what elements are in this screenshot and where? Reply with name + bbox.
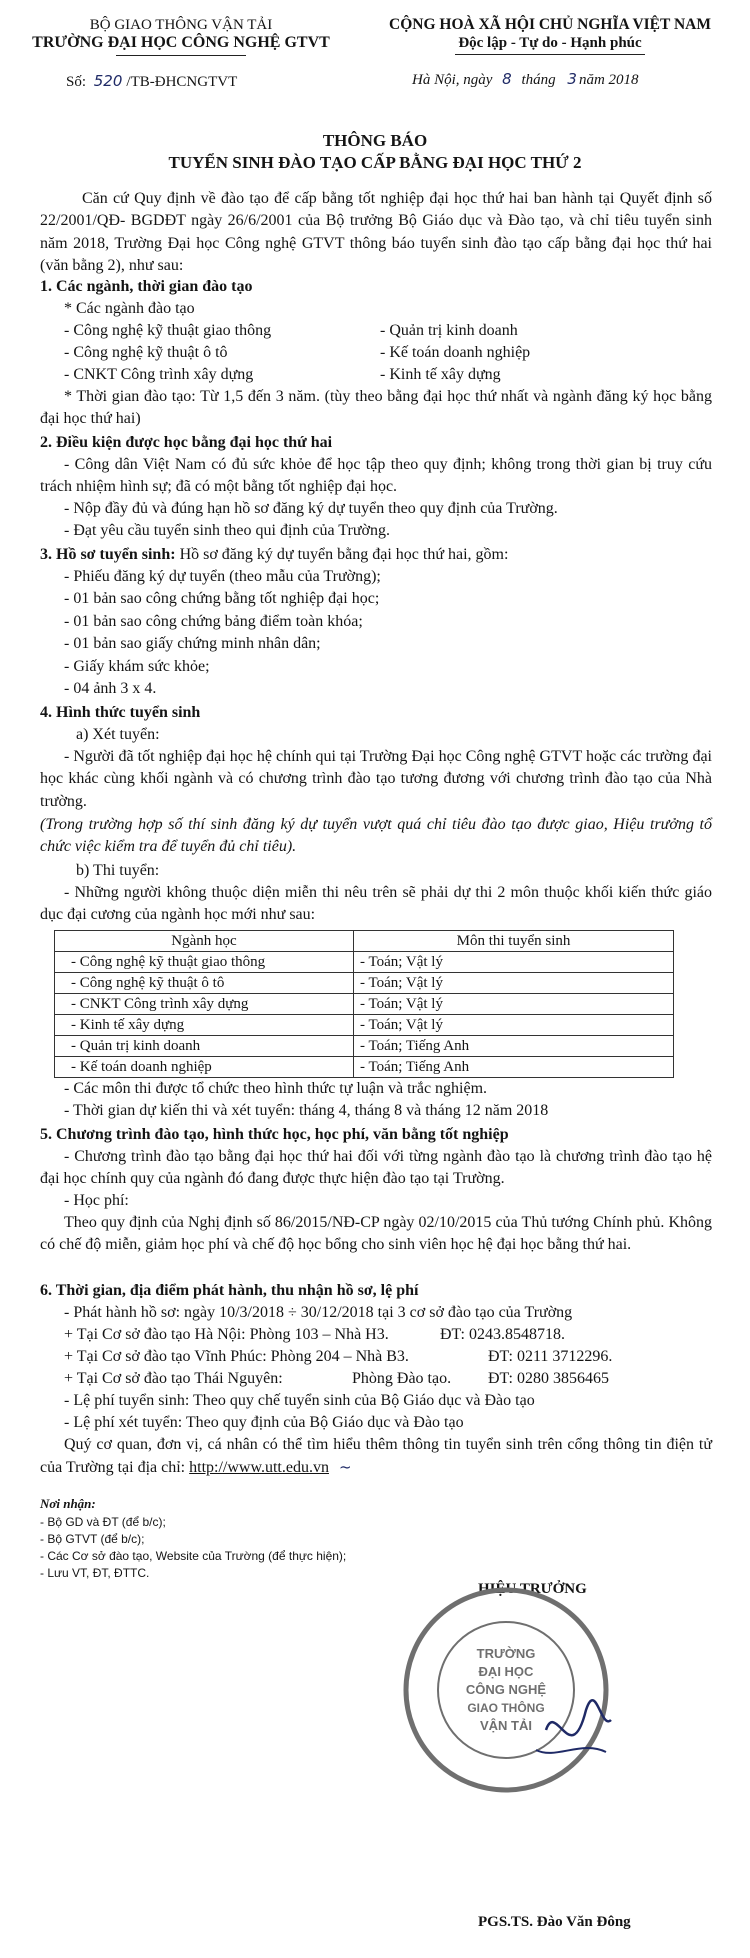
application-fee: - Lệ phí tuyển sinh: Theo quy chế tuyển sinh của Bộ Giáo dục và Đào tạo	[64, 1392, 535, 1409]
official-seal	[396, 1580, 616, 1800]
date-day: 8	[502, 70, 512, 88]
campus-thainguyen: + Tại Cơ sở đào tạo Thái Nguyên:	[64, 1370, 283, 1387]
dossier-item: - 04 ảnh 3 x 4.	[64, 680, 157, 698]
condition-2: - Nộp đầy đủ và đúng hạn hồ sơ đăng ký dự tuyển theo quy định của Trường.	[64, 500, 558, 517]
major-right-1: - Quản trị kinh doanh	[380, 322, 518, 339]
document-number	[66, 72, 237, 91]
dossier-item: - 01 bản sao giấy chứng minh nhân dân;	[64, 635, 321, 653]
section-4-heading: 4. Hình thức tuyển sinh	[40, 704, 201, 721]
campus-thainguyen-phone: ĐT: 0280 3856465	[488, 1370, 609, 1387]
major-left-3: - CNKT Công trình xây dựng	[64, 366, 254, 383]
dossier-item: - 01 bản sao công chứng bảng điểm toàn khóa;	[64, 612, 363, 630]
table-header-subjects: Môn thi tuyển sinh	[354, 931, 674, 952]
signature-underline	[536, 1748, 606, 1753]
title-line-1: THÔNG BÁO	[322, 131, 428, 150]
campus-vinhphuc: + Tại Cơ sở đào tạo Vĩnh Phúc: Phòng 204 – Nhà B3.	[64, 1348, 409, 1365]
table-cell-subjects: - Toán; Vật lý	[354, 994, 674, 1015]
seal-line-5: VẬN TẢI	[480, 1718, 532, 1733]
table-cell-subjects: - Toán; Vật lý	[354, 952, 674, 973]
campus-hanoi-phone: ĐT: 0243.8548718.	[440, 1326, 565, 1343]
title-line-2: TUYỂN SINH ĐÀO TẠO CẤP BẰNG ĐẠI HỌC THỨ 2	[168, 153, 582, 172]
recipient-item: - Các Cơ sở đào tạo, Website của Trường (để thực hiện);	[40, 1549, 347, 1563]
admission-a-note: (Trong trường hợp số thí sinh đăng ký dự tuyển vượt quá chỉ tiêu đào tạo được giao, Hiệu trưởng tổ chức việc kiểm tra để tuyển đủ chỉ tiêu).	[40, 816, 712, 856]
admission-b-text: - Những người không thuộc diện miễn thi nêu trên sẽ phải dự thi 2 môn thuộc khối kiến thức giáo dục đại cương của ngành học mới như sau:	[40, 884, 712, 924]
number-prefix: Số:	[66, 74, 87, 90]
table-row	[55, 952, 674, 973]
exam-table	[54, 930, 674, 1078]
table-cell-major: - CNKT Công trình xây dựng	[55, 994, 354, 1015]
condition-1: - Công dân Việt Nam có đủ sức khỏe để học tập theo quy định; không trong thời gian bị truy cứu trách nhiệm hình sự; đã có một bằng tốt nghiệp đại học.	[40, 456, 712, 496]
motto-underline	[455, 54, 645, 55]
issue-date	[412, 70, 639, 89]
number-suffix: /TB-ĐHCNGTVT	[126, 74, 238, 90]
dossier-item: - Giấy khám sức khỏe;	[64, 657, 210, 675]
seal-line-2: ĐẠI HỌC	[478, 1664, 534, 1679]
section-5-heading: 5. Chương trình đào tạo, hình thức học, học phí, văn bằng tốt nghiệp	[40, 1126, 509, 1143]
school-name: TRƯỜNG ĐẠI HỌC CÔNG NGHỆ GTVT	[32, 34, 330, 51]
campus-thainguyen-office: Phòng Đào tạo.	[352, 1370, 452, 1387]
table-header-major: Ngành học	[55, 931, 354, 952]
major-list	[40, 320, 712, 388]
table-cell-major: - Kinh tế xây dựng	[55, 1015, 354, 1036]
seal-line-3: CÔNG NGHỆ	[465, 1682, 547, 1697]
number-handwritten: 520	[93, 72, 123, 90]
seal-line-1: TRƯỜNG	[476, 1646, 536, 1661]
admission-b-label: b) Thi tuyển:	[76, 862, 160, 879]
country-name: CỘNG HOÀ XÃ HỘI CHỦ NGHĨA VIỆT NAM	[389, 16, 711, 33]
campus-vinhphuc-phone: ĐT: 0211 3712296.	[488, 1348, 613, 1365]
section-3-heading	[40, 544, 712, 566]
exam-format: - Các môn thi được tổ chức theo hình thức tự luận và trắc nghiệm.	[64, 1080, 488, 1097]
closing-paragraph	[40, 1434, 712, 1480]
recipient-item: - Bộ GD và ĐT (để b/c);	[40, 1515, 166, 1529]
issuer-block	[16, 16, 346, 56]
table-cell-major: - Công nghệ kỹ thuật ô tô	[55, 973, 354, 994]
tuition-label: - Học phí:	[64, 1192, 129, 1209]
table-cell-major: - Kế toán doanh nghiệp	[55, 1057, 354, 1078]
dossier-item: - Phiếu đăng ký dự tuyển (theo mẫu của Trường);	[64, 568, 381, 585]
table-row	[55, 1036, 674, 1057]
table-row	[55, 994, 674, 1015]
seal-line-4: GIAO THÔNG	[467, 1701, 545, 1715]
date-month-label: tháng	[521, 72, 556, 88]
condition-3: - Đạt yêu cầu tuyển sinh theo qui định của Trường.	[64, 522, 390, 539]
table-row	[55, 973, 674, 994]
exam-schedule: - Thời gian dự kiến thi và xét tuyển: tháng 4, tháng 8 và tháng 12 năm 2018	[64, 1102, 549, 1119]
tuition-text: Theo quy định của Nghị định số 86/2015/NĐ-CP ngày 02/10/2015 của Thủ tướng Chính phủ. Không có chế độ miễn, giảm học phí và chế độ học bổng cho sinh viên học hệ đại học bằng thứ hai.	[40, 1214, 712, 1254]
section-2-heading: 2. Điều kiện được học bằng đại học thứ hai	[40, 434, 333, 451]
table-row	[55, 1057, 674, 1078]
initial-mark: ~	[338, 1458, 352, 1477]
table-cell-major: - Quản trị kinh doanh	[55, 1036, 354, 1057]
section-1-heading: 1. Các ngành, thời gian đào tạo	[40, 278, 253, 295]
date-year: năm 2018	[578, 72, 639, 88]
table-cell-major: - Công nghệ kỹ thuật giao thông	[55, 952, 354, 973]
date-prefix: Hà Nội, ngày	[412, 72, 493, 88]
exam-table-wrap	[54, 930, 674, 1078]
recipient-item: - Lưu VT, ĐT, ĐTTC.	[40, 1566, 150, 1580]
table-cell-subjects: - Toán; Vật lý	[354, 1015, 674, 1036]
admission-a-text: - Người đã tốt nghiệp đại học hệ chính qui tại Trường Đại học Công nghệ GTVT hoặc các trường đại học khác cùng khối ngành và có chương trình đào tạo tương đương với chương trình đào tạo của Nhà trường.	[40, 748, 712, 810]
section-6-heading: 6. Thời gian, địa điểm phát hành, thu nhận hồ sơ, lệ phí	[40, 1282, 419, 1299]
campus-list	[40, 1324, 712, 1392]
program-text: - Chương trình đào tạo bằng đại học thứ hai đối với từng ngành đào tạo là chương trình đào tạo hệ đại học chính quy của ngành đó đang được thực hiện đào tạo tại Trường.	[40, 1148, 712, 1188]
major-left-1: - Công nghệ kỹ thuật giao thông	[64, 322, 272, 339]
admission-fee: - Lệ phí xét tuyển: Theo quy định của Bộ Giáo dục và Đào tạo	[64, 1414, 464, 1431]
major-right-3: - Kinh tế xây dựng	[380, 366, 501, 383]
school-underline	[116, 55, 246, 56]
table-cell-subjects: - Toán; Vật lý	[354, 973, 674, 994]
closing-text: Quý cơ quan, đơn vị, cá nhân có thể tìm hiểu thêm thông tin tuyển sinh trên cổng thông tin điện tử của Trường tại địa chỉ:	[40, 1436, 712, 1477]
signatory-title: HIỆU TRƯỞNG	[478, 1581, 587, 1597]
intro-paragraph: Căn cứ Quy định về đào tạo để cấp bằng tốt nghiệp đại học thứ hai ban hành tại Quyết định số 22/2001/QĐ- BGDĐT ngày 26/6/2001 của Bộ trưởng Bộ Giáo dục và Đào tạo, và chỉ tiêu tuyển sinh năm 2018, Trường Đại học Công nghệ GTVT thông báo tuyển sinh đào tạo cấp bằng đại học thứ hai (văn bằng 2), như sau:	[40, 190, 712, 275]
ministry-name: BỘ GIAO THÔNG VẬN TẢI	[89, 17, 273, 33]
table-header-row	[55, 931, 674, 952]
training-duration: * Thời gian đào tạo: Từ 1,5 đến 3 năm. (tùy theo bằng đại học thứ nhất và ngành đăng ký học bằng đại học thứ hai)	[40, 388, 712, 428]
dossier-item: - 01 bản sao công chứng bằng tốt nghiệp đại học;	[64, 590, 380, 608]
recipients-label: Nơi nhận:	[40, 1496, 96, 1511]
section-1-sub: * Các ngành đào tạo	[64, 300, 195, 317]
table-row	[55, 1015, 674, 1036]
document-title	[0, 130, 750, 174]
date-month: 3	[567, 70, 577, 88]
major-right-2: - Kế toán doanh nghiệp	[380, 344, 531, 361]
dossier-list	[40, 566, 712, 700]
website-link[interactable]: http://www.utt.edu.vn	[189, 1459, 329, 1477]
major-left-2: - Công nghệ kỹ thuật ô tô	[64, 344, 228, 361]
national-motto-block	[360, 16, 740, 55]
dossier-release: - Phát hành hồ sơ: ngày 10/3/2018 ÷ 30/12/2018 tại 3 cơ sở đào tạo của Trường	[64, 1304, 573, 1321]
signatory-name: PGS.TS. Đào Văn Đông	[478, 1914, 631, 1930]
admission-a-label: a) Xét tuyển:	[76, 726, 160, 743]
motto: Độc lập - Tự do - Hạnh phúc	[458, 35, 642, 51]
table-cell-subjects: - Toán; Tiếng Anh	[354, 1057, 674, 1078]
campus-hanoi: + Tại Cơ sở đào tạo Hà Nội: Phòng 103 – Nhà H3.	[64, 1326, 389, 1343]
section-3-intro: Hồ sơ đăng ký dự tuyển bằng đại học thứ hai, gồm:	[179, 546, 509, 563]
section-3-title: 3. Hồ sơ tuyển sinh:	[40, 546, 176, 563]
recipient-item: - Bộ GTVT (để b/c);	[40, 1532, 145, 1546]
table-cell-subjects: - Toán; Tiếng Anh	[354, 1036, 674, 1057]
recipients-block	[40, 1496, 400, 1582]
